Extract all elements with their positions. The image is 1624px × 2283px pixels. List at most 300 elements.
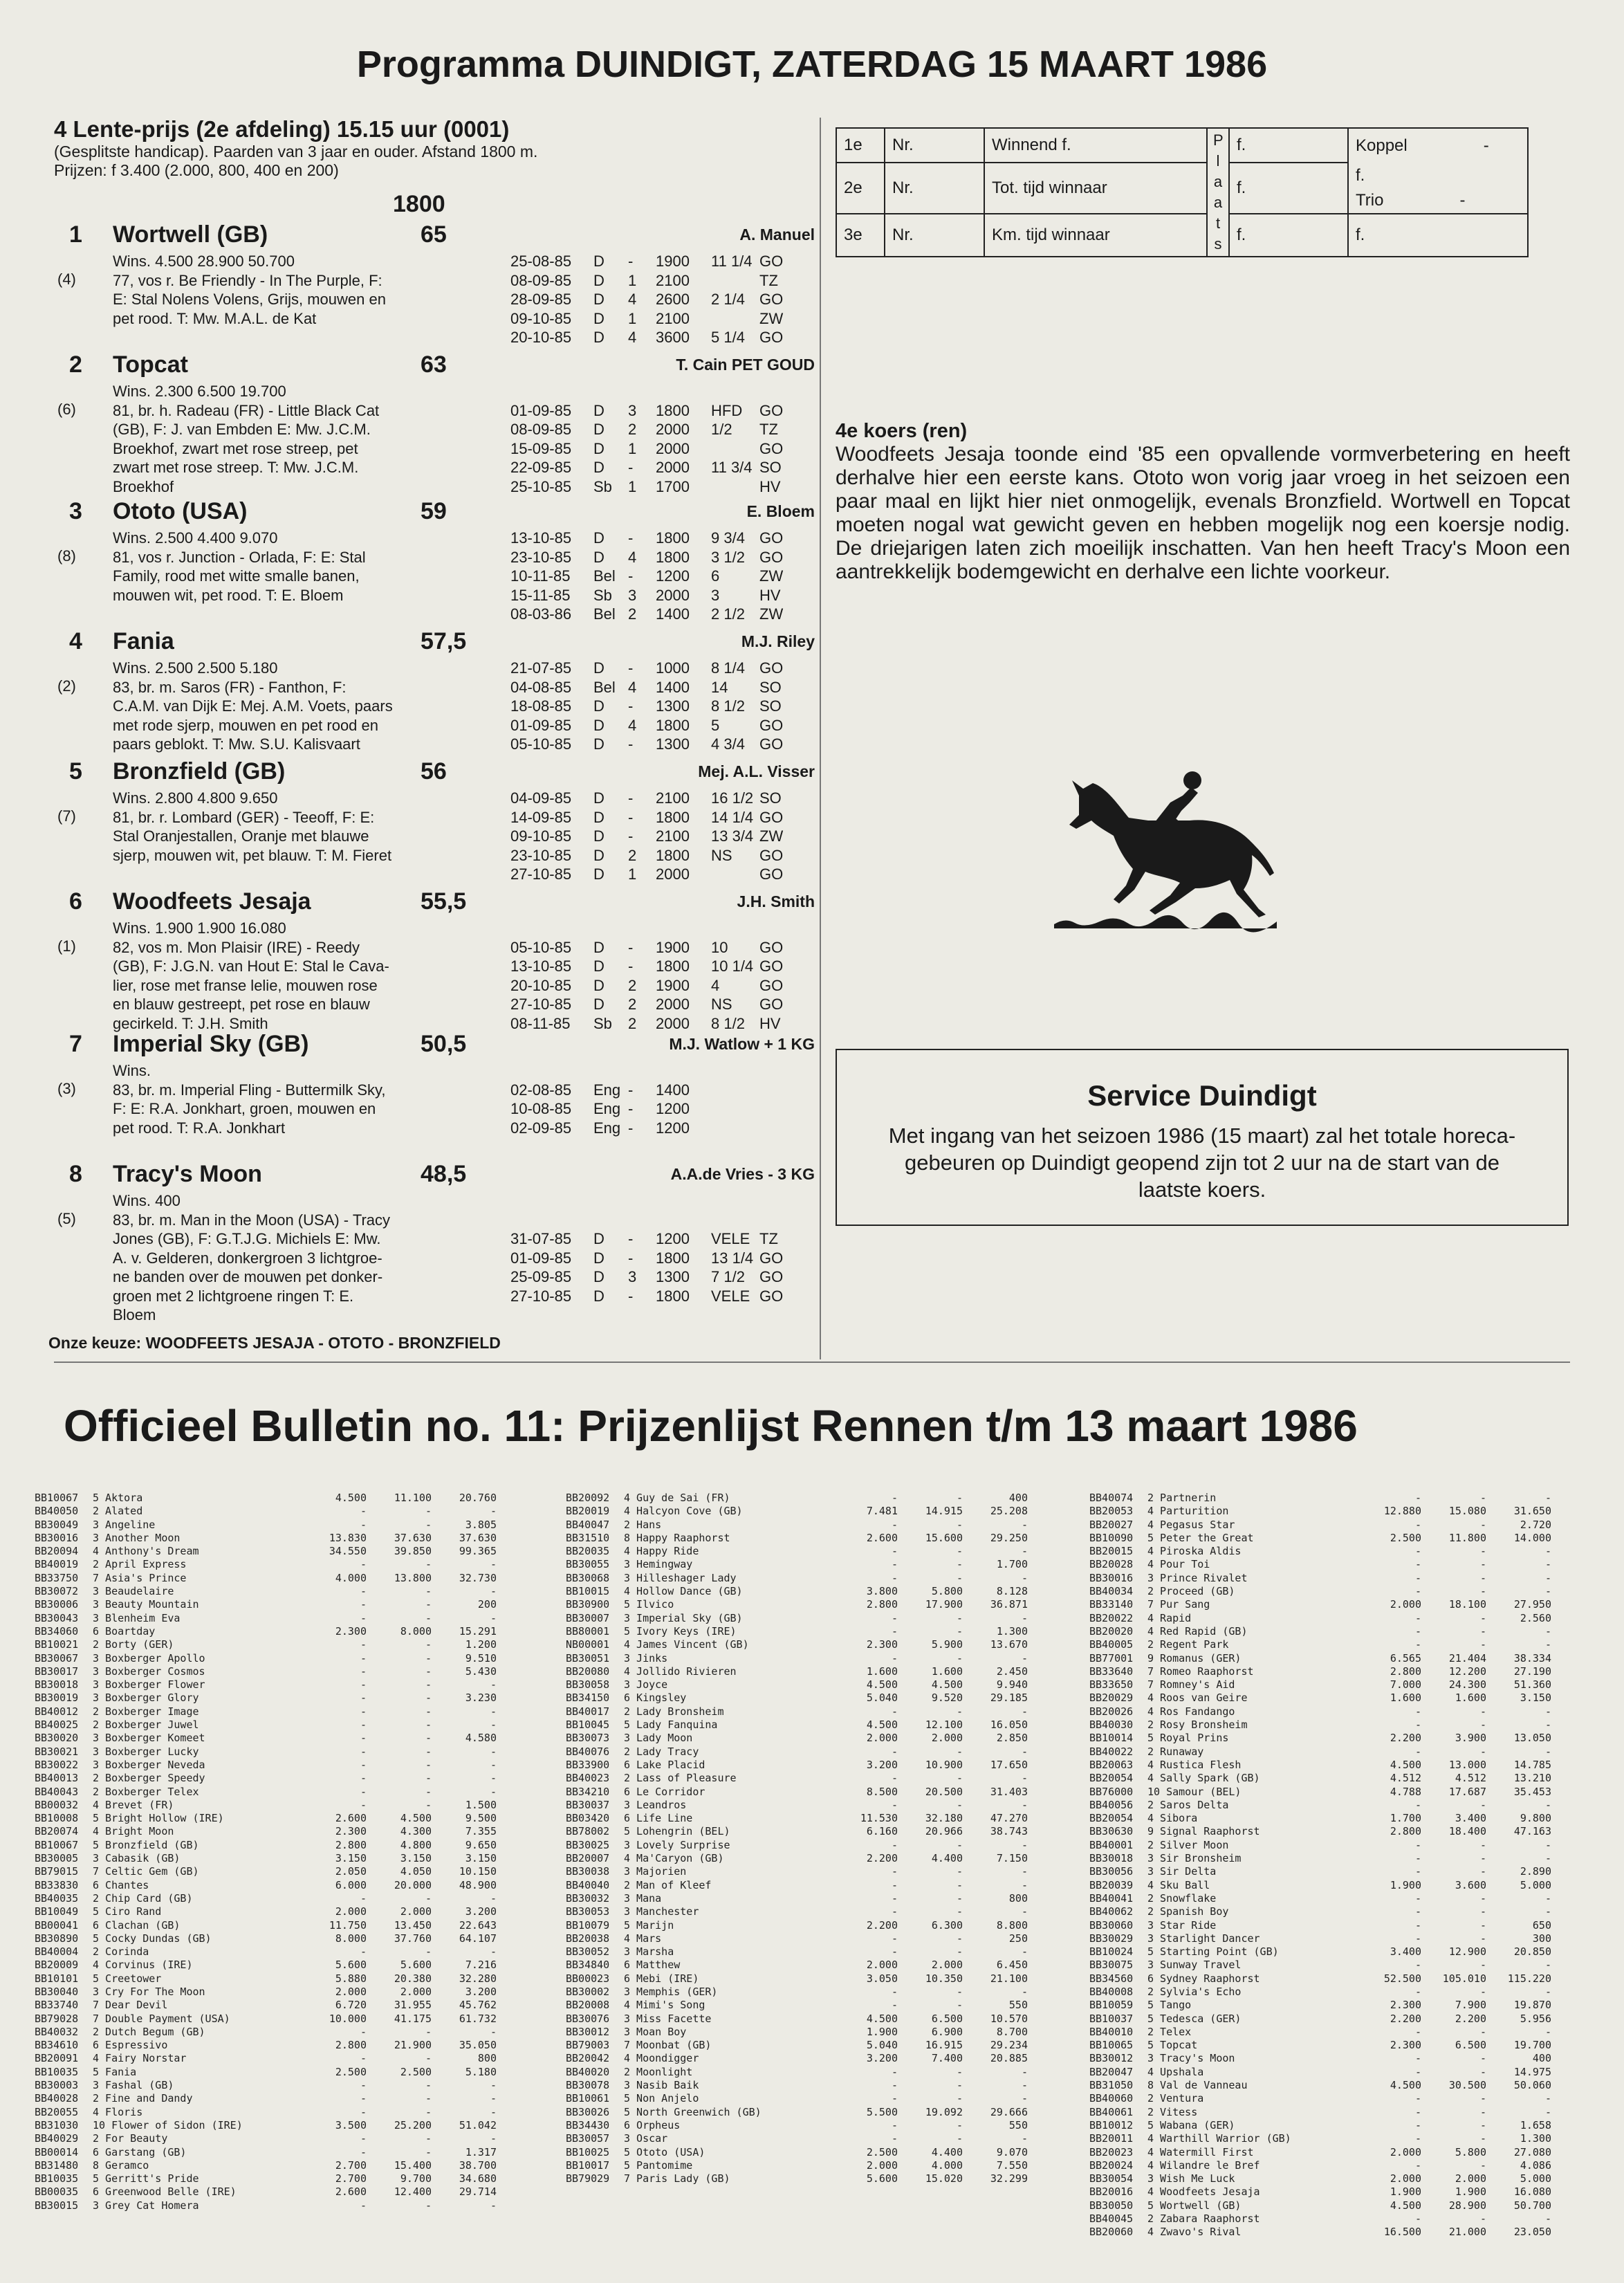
prize-code: BB33900 bbox=[566, 1758, 610, 1771]
prize-value: - bbox=[1414, 2158, 1421, 2172]
prize-horse: 3 Jinks bbox=[624, 1651, 668, 1665]
prize-value: - bbox=[1414, 1985, 1421, 1998]
prize-horse: 3 Marsha bbox=[624, 1945, 674, 1959]
form-cell: TZ bbox=[759, 421, 778, 438]
prize-horse: 4 Warthill Warrior (GB) bbox=[1147, 2132, 1291, 2145]
horse-number: 2 bbox=[69, 351, 82, 378]
prize-value: - bbox=[425, 1772, 432, 1785]
prize-value: 17.650 bbox=[990, 1758, 1028, 1771]
prize-value: 4.500 bbox=[1390, 2199, 1421, 2212]
form-cell: GO bbox=[759, 529, 784, 547]
prize-row bbox=[1089, 1558, 1587, 1571]
prize-horse: 5 Bronzfield (GB) bbox=[93, 1838, 199, 1851]
prize-value: 15.400 bbox=[394, 2158, 432, 2172]
prize-value: 2.000 bbox=[866, 2158, 898, 2172]
form-cell: D bbox=[593, 716, 605, 734]
prize-value: 6.500 bbox=[931, 2012, 963, 2025]
prize-code: BB30054 bbox=[1089, 2172, 1134, 2185]
form-cell: 2 1/2 bbox=[711, 605, 745, 623]
prize-value: - bbox=[1021, 1865, 1028, 1878]
prize-value: 400 bbox=[1008, 1492, 1028, 1504]
prize-value: 4.512 bbox=[1455, 1772, 1486, 1785]
form-cell: GO bbox=[759, 1287, 784, 1305]
form-cell: 2 bbox=[628, 846, 637, 864]
form-cell: D bbox=[593, 291, 605, 308]
prize-value: 2.200 bbox=[866, 1918, 898, 1932]
prize-row bbox=[35, 1532, 533, 1545]
prize-value: 6.300 bbox=[931, 1918, 963, 1932]
prize-code: BB30016 bbox=[35, 1531, 79, 1544]
prize-row bbox=[1089, 2199, 1587, 2212]
prize-value: 7.400 bbox=[931, 2052, 963, 2065]
prize-code: BB34210 bbox=[566, 1785, 610, 1798]
prize-horse: 10 Samour (BEL) bbox=[1147, 1785, 1242, 1798]
prize-value: 3.150 bbox=[335, 1852, 367, 1865]
prize-value: - bbox=[956, 1865, 963, 1878]
prize-value: - bbox=[425, 1798, 432, 1811]
prize-value: - bbox=[1021, 1518, 1028, 1531]
prize-horse: 2 Spanish Boy bbox=[1147, 1905, 1229, 1918]
form-cell: 1800 bbox=[656, 401, 690, 419]
prize-horse: 6 Life Line bbox=[624, 1812, 693, 1825]
prize-row bbox=[1089, 1986, 1587, 1999]
prize-value: 1.317 bbox=[465, 2145, 497, 2158]
form-cell: - bbox=[628, 567, 634, 585]
prize-row bbox=[1089, 1799, 1587, 1812]
form-cell: - bbox=[628, 789, 634, 807]
prize-value: 6.500 bbox=[1455, 2039, 1486, 2052]
prize-code: BB10037 bbox=[1089, 2012, 1134, 2025]
prize-horse: 4 Rapid bbox=[1147, 1611, 1192, 1624]
form-cell: 1800 bbox=[656, 846, 690, 864]
prize-value: 1.658 bbox=[1520, 2118, 1551, 2131]
prize-horse: 2 Sylvia's Echo bbox=[1147, 1985, 1242, 1998]
prize-value: 31.955 bbox=[394, 1999, 432, 2012]
horse-description-line: 81, br. h. Radeau (FR) - Little Black Cat bbox=[113, 401, 380, 419]
prize-value: 17.687 bbox=[1448, 1785, 1486, 1798]
prize-value: - bbox=[425, 1945, 432, 1959]
form-cell: NS bbox=[711, 846, 732, 864]
prize-value: 16.915 bbox=[925, 2039, 963, 2052]
prize-value: - bbox=[1479, 1798, 1486, 1811]
prize-value: - bbox=[956, 1838, 963, 1851]
prize-row bbox=[566, 1558, 1064, 1571]
prize-value: 19.092 bbox=[925, 2105, 963, 2118]
form-cell: 2100 bbox=[656, 271, 690, 289]
prize-value: - bbox=[956, 1558, 963, 1571]
prize-row bbox=[566, 2106, 1064, 2119]
form-row bbox=[510, 290, 815, 309]
form-cell: GO bbox=[759, 938, 784, 956]
prize-row bbox=[1089, 1919, 1587, 1932]
prize-value: 1.600 bbox=[931, 1665, 963, 1678]
tote-nr-1: Nr. bbox=[885, 128, 984, 163]
prize-row bbox=[566, 1718, 1064, 1732]
form-cell: Bel bbox=[593, 567, 616, 585]
prize-code: BB10024 bbox=[1089, 1945, 1134, 1959]
form-cell: 2 bbox=[628, 605, 637, 623]
prize-value: - bbox=[1479, 2118, 1486, 2131]
prize-value: 9.940 bbox=[996, 1678, 1028, 1691]
prize-row bbox=[566, 1505, 1064, 1518]
prize-horse: 2 April Express bbox=[93, 1558, 187, 1571]
prize-value: 13.050 bbox=[1513, 1732, 1551, 1745]
form-cell: D bbox=[593, 1268, 605, 1285]
prize-value: 1.300 bbox=[996, 1624, 1028, 1638]
prize-value: 800 bbox=[477, 2052, 497, 2065]
prize-row bbox=[566, 2172, 1064, 2185]
prize-value: 4.500 bbox=[866, 2012, 898, 2025]
prize-value: - bbox=[360, 2079, 367, 2092]
prize-code: BB30052 bbox=[566, 1945, 610, 1959]
column-divider bbox=[820, 118, 821, 1359]
prize-code: BB30900 bbox=[566, 1598, 610, 1611]
prize-value: 18.400 bbox=[1448, 1825, 1486, 1838]
tote-place-2: 2e bbox=[836, 163, 885, 214]
prize-horse: 4 Floris bbox=[93, 2105, 143, 2118]
prize-value: - bbox=[490, 2199, 497, 2212]
prize-row bbox=[1089, 2066, 1587, 2079]
prize-row bbox=[1089, 1585, 1587, 1598]
prize-value: 300 bbox=[1532, 1932, 1551, 1945]
prize-value: - bbox=[891, 1545, 898, 1558]
prize-horse: 8 Val de Vanneau bbox=[1147, 2079, 1248, 2092]
form-cell: D bbox=[593, 865, 605, 883]
prize-value: 2.300 bbox=[1390, 1999, 1421, 2012]
form-cell: 11 1/4 bbox=[711, 253, 753, 270]
horse-jockey: Mej. A.L. Visser bbox=[698, 762, 815, 780]
prize-horse: 3 Angeline bbox=[93, 1518, 156, 1531]
prize-value: - bbox=[1479, 2158, 1486, 2172]
prize-code: BB20009 bbox=[35, 1959, 79, 1972]
horse-weight: 59 bbox=[421, 498, 447, 524]
form-cell: 4 bbox=[711, 976, 720, 994]
prize-horse: 4 Upshala bbox=[1147, 2065, 1204, 2078]
prize-horse: 3 Lady Moon bbox=[624, 1732, 693, 1745]
prize-code: BB20019 bbox=[566, 1505, 610, 1518]
prize-code: BB34150 bbox=[566, 1691, 610, 1705]
prize-horse: 3 Boxberger Apollo bbox=[93, 1651, 205, 1665]
prize-value: - bbox=[1021, 1745, 1028, 1758]
form-row bbox=[510, 938, 815, 957]
form-row bbox=[510, 529, 815, 548]
prize-code: BB30056 bbox=[1089, 1865, 1134, 1878]
form-cell: 1 bbox=[628, 309, 637, 327]
prize-row bbox=[35, 1612, 533, 1625]
prize-value: 6.000 bbox=[335, 1878, 367, 1891]
prize-value: - bbox=[1414, 1585, 1421, 1598]
prize-row bbox=[1089, 1532, 1587, 1545]
prize-value: - bbox=[360, 1518, 367, 1531]
prize-horse: 6 Boartday bbox=[93, 1624, 156, 1638]
prize-value: - bbox=[891, 1611, 898, 1624]
form-cell: - bbox=[628, 253, 634, 270]
prize-value: - bbox=[490, 1611, 497, 1624]
form-cell: 6 bbox=[711, 567, 720, 585]
prize-code: BB40001 bbox=[1089, 1838, 1134, 1851]
prize-row bbox=[1089, 1505, 1587, 1518]
prize-row bbox=[35, 1772, 533, 1785]
prize-code: BB20054 bbox=[1089, 1772, 1134, 1785]
form-row bbox=[510, 439, 815, 459]
prize-value: - bbox=[1544, 1638, 1551, 1651]
prize-code: BB20027 bbox=[1089, 1518, 1134, 1531]
prize-row bbox=[566, 1932, 1064, 1945]
prize-horse: 4 Corvinus (IRE) bbox=[93, 1959, 193, 1972]
form-cell: D bbox=[593, 996, 605, 1013]
form-cell: D bbox=[593, 976, 605, 994]
horse-weight: 63 bbox=[421, 351, 447, 378]
prize-row bbox=[1089, 1492, 1587, 1505]
prize-value: 9.510 bbox=[465, 1651, 497, 1665]
prize-code: BB00023 bbox=[566, 1972, 610, 1985]
prize-value: 6.720 bbox=[335, 1999, 367, 2012]
tote-place-1: 1e bbox=[836, 128, 885, 163]
form-cell: 11 3/4 bbox=[711, 459, 753, 476]
form-cell: 9 3/4 bbox=[711, 529, 745, 547]
prize-value: 32.280 bbox=[459, 1972, 497, 1985]
horse-name: Topcat bbox=[113, 351, 188, 378]
prize-code: BB40047 bbox=[566, 1518, 610, 1531]
prize-value: 20.380 bbox=[394, 1972, 432, 1985]
prize-horse: 5 Topcat bbox=[1147, 2039, 1198, 2052]
prize-value: 20.760 bbox=[459, 1492, 497, 1504]
prize-value: - bbox=[1021, 2079, 1028, 2092]
prize-value: 2.000 bbox=[335, 1905, 367, 1918]
prize-value: 4.500 bbox=[866, 1718, 898, 1732]
prize-value: - bbox=[425, 2145, 432, 2158]
prize-value: - bbox=[425, 2132, 432, 2145]
horse-description bbox=[113, 919, 500, 1033]
prize-value: 9.700 bbox=[400, 2172, 432, 2185]
form-cell: 08-11-85 bbox=[510, 1014, 571, 1032]
prize-value: 4.800 bbox=[400, 1838, 432, 1851]
tote-km-label: Km. tijd winnaar bbox=[984, 214, 1207, 257]
prize-horse: 3 Boxberger Flower bbox=[93, 1678, 205, 1691]
horse-name: Fania bbox=[113, 628, 174, 654]
prize-code: BB10045 bbox=[566, 1718, 610, 1732]
prize-horse: 5 Aktora bbox=[93, 1492, 143, 1504]
prize-code: BB30078 bbox=[566, 2079, 610, 2092]
prize-value: - bbox=[956, 1932, 963, 1945]
prize-value: 5.600 bbox=[866, 2172, 898, 2185]
prize-column bbox=[1089, 1492, 1587, 2239]
prize-value: 41.175 bbox=[394, 2012, 432, 2025]
form-cell: HV bbox=[759, 586, 781, 604]
prize-value: 2.000 bbox=[1390, 1598, 1421, 1611]
prize-row bbox=[1089, 1839, 1587, 1852]
prize-row bbox=[35, 1732, 533, 1745]
prize-value: 21.000 bbox=[1448, 2226, 1486, 2239]
prize-code: BB30006 bbox=[35, 1598, 79, 1611]
prize-value: 2.200 bbox=[1390, 1732, 1421, 1745]
prize-value: - bbox=[1544, 2025, 1551, 2038]
form-cell: 08-09-85 bbox=[510, 271, 572, 289]
prize-code: BB79028 bbox=[35, 2012, 79, 2025]
race-distance: 1800 bbox=[393, 191, 445, 217]
form-row bbox=[510, 586, 815, 605]
prize-value: 3.150 bbox=[465, 1852, 497, 1865]
prize-value: - bbox=[1479, 1638, 1486, 1651]
prize-code: BB30002 bbox=[566, 1985, 610, 1998]
prize-row bbox=[566, 2079, 1064, 2092]
prize-value: 32.730 bbox=[459, 1571, 497, 1584]
prize-horse: 3 Wish Me Luck bbox=[1147, 2172, 1235, 2185]
prize-row bbox=[566, 1812, 1064, 1825]
prize-row bbox=[35, 1745, 533, 1759]
form-cell: 20-10-85 bbox=[510, 976, 572, 994]
prize-code: BB30076 bbox=[566, 2012, 610, 2025]
prize-value: 2.600 bbox=[335, 1812, 367, 1825]
prize-value: 3.230 bbox=[465, 1691, 497, 1705]
prize-code: BB30055 bbox=[566, 1558, 610, 1571]
prize-horse: 9 Romanus (GER) bbox=[1147, 1651, 1242, 1665]
prize-row bbox=[35, 2066, 533, 2079]
prize-row bbox=[35, 2079, 533, 2092]
horse-post-position: (8) bbox=[57, 547, 76, 565]
prize-code: BB30016 bbox=[1089, 1571, 1134, 1584]
prize-code: BB34610 bbox=[35, 2039, 79, 2052]
form-cell: D bbox=[593, 548, 605, 566]
form-row bbox=[510, 957, 815, 976]
form-row bbox=[510, 548, 815, 567]
prize-value: 2.000 bbox=[1390, 2172, 1421, 2185]
prize-value: - bbox=[891, 2065, 898, 2078]
prize-value: - bbox=[1021, 1705, 1028, 1718]
prize-value: 37.630 bbox=[394, 1531, 432, 1544]
prize-value: - bbox=[425, 1678, 432, 1691]
prize-horse: 5 Ilvico bbox=[624, 1598, 674, 1611]
prize-code: BB40030 bbox=[1089, 1718, 1134, 1732]
prize-horse: 5 Starting Point (GB) bbox=[1147, 1945, 1279, 1959]
prize-value: 3.200 bbox=[866, 1758, 898, 1771]
prize-value: - bbox=[956, 1772, 963, 1785]
form-cell: - bbox=[628, 529, 634, 547]
prize-value: - bbox=[1479, 1558, 1486, 1571]
prize-row bbox=[35, 1999, 533, 2012]
prize-value: - bbox=[956, 1905, 963, 1918]
prize-row bbox=[35, 1545, 533, 1558]
prize-value: 5.600 bbox=[335, 1959, 367, 1972]
prize-value: 5.000 bbox=[1520, 2172, 1551, 2185]
prize-value: 7.481 bbox=[866, 1505, 898, 1518]
prize-value: - bbox=[1479, 1705, 1486, 1718]
prize-value: - bbox=[956, 1798, 963, 1811]
prize-value: 4.000 bbox=[335, 1571, 367, 1584]
prize-row bbox=[35, 2092, 533, 2105]
horse-description bbox=[113, 789, 500, 865]
prize-value: 6.565 bbox=[1390, 1651, 1421, 1665]
prize-value: - bbox=[1479, 2132, 1486, 2145]
our-choice: Onze keuze: WOODFEETS JESAJA - OTOTO - BRONZFIELD bbox=[48, 1334, 501, 1352]
form-cell: 22-09-85 bbox=[510, 459, 572, 476]
prize-code: BB40043 bbox=[35, 1785, 79, 1798]
prize-code: BB33750 bbox=[35, 1571, 79, 1584]
prize-row bbox=[566, 1598, 1064, 1611]
prize-value: 47.270 bbox=[990, 1812, 1028, 1825]
form-cell: ZW bbox=[759, 309, 784, 327]
prize-row bbox=[566, 1572, 1064, 1585]
prize-value: 32.299 bbox=[990, 2172, 1028, 2185]
prize-value: - bbox=[891, 2132, 898, 2145]
horse-description-line: F: E: R.A. Jonkhart, groen, mouwen en bbox=[113, 1100, 376, 1117]
prize-row bbox=[566, 2119, 1064, 2132]
prize-code: BB10008 bbox=[35, 1812, 79, 1825]
tote-time-label: Tot. tijd winnaar bbox=[984, 163, 1207, 214]
form-row bbox=[510, 1229, 815, 1249]
prize-value: 3.200 bbox=[465, 1905, 497, 1918]
horse-weight: 55,5 bbox=[421, 888, 467, 915]
prize-value: 99.365 bbox=[459, 1545, 497, 1558]
service-title: Service Duindigt bbox=[1087, 1079, 1317, 1112]
horse-description-line: lier, rose met franse lelie, mouwen rose bbox=[113, 976, 378, 994]
form-cell: 2000 bbox=[656, 996, 690, 1013]
horse-description bbox=[113, 659, 500, 754]
prize-code: BB33830 bbox=[35, 1878, 79, 1891]
prize-row bbox=[566, 1585, 1064, 1598]
prize-row bbox=[566, 1545, 1064, 1558]
form-cell: 2600 bbox=[656, 291, 690, 308]
prize-row bbox=[35, 1786, 533, 1799]
form-cell: D bbox=[593, 459, 605, 476]
prize-row bbox=[566, 1759, 1064, 1772]
prize-horse: 2 Zabara Raaphorst bbox=[1147, 2212, 1260, 2226]
prize-code: BB30018 bbox=[35, 1678, 79, 1691]
prize-code: BB10015 bbox=[566, 1585, 610, 1598]
prize-row bbox=[1089, 1759, 1587, 1772]
prize-row bbox=[35, 1852, 533, 1865]
prize-horse: 4 Halcyon Cove (GB) bbox=[624, 1505, 743, 1518]
form-row bbox=[510, 1267, 815, 1287]
horse-number: 4 bbox=[69, 628, 82, 654]
prize-value: 2.890 bbox=[1520, 1865, 1551, 1878]
prize-value: 2.600 bbox=[866, 1531, 898, 1544]
prize-horse: 3 Boxberger Cosmos bbox=[93, 1665, 205, 1678]
prize-value: 11.750 bbox=[329, 1918, 367, 1932]
prize-value: - bbox=[891, 1558, 898, 1571]
prize-value: - bbox=[1544, 1718, 1551, 1732]
prize-value: 8.128 bbox=[996, 1585, 1028, 1598]
prize-horse: 3 Nasib Baik bbox=[624, 2079, 699, 2092]
form-cell: 1900 bbox=[656, 938, 690, 956]
form-cell: Eng bbox=[593, 1119, 621, 1137]
prize-value: - bbox=[1479, 2052, 1486, 2065]
horse-jockey: A. Manuel bbox=[739, 226, 815, 244]
prize-row bbox=[566, 1772, 1064, 1785]
prize-horse: 3 Beaudelaire bbox=[93, 1585, 174, 1598]
form-cell: 1 bbox=[628, 439, 637, 457]
prize-horse: 7 Double Payment (USA) bbox=[93, 2012, 230, 2025]
prize-horse: 2 Corinda bbox=[93, 1945, 149, 1959]
prize-code: BB30073 bbox=[566, 1732, 610, 1745]
form-cell: GO bbox=[759, 329, 784, 346]
prize-horse: 7 Asia's Prince bbox=[93, 1571, 187, 1584]
form-cell: 1900 bbox=[656, 253, 690, 270]
horse-number: 3 bbox=[69, 498, 82, 524]
prize-row bbox=[566, 1905, 1064, 1918]
prize-row bbox=[1089, 1745, 1587, 1759]
prize-value: 16.050 bbox=[990, 1718, 1028, 1732]
prize-value: - bbox=[425, 1611, 432, 1624]
prize-horse: 4 Piroska Aldis bbox=[1147, 1545, 1242, 1558]
prize-horse: 6 Le Corridor bbox=[624, 1785, 705, 1798]
prize-row bbox=[566, 1972, 1064, 1986]
prize-horse: 3 Boxberger Lucky bbox=[93, 1745, 199, 1758]
prize-value: 115.220 bbox=[1507, 1972, 1551, 1985]
prize-value: - bbox=[1414, 1891, 1421, 1905]
prize-value: - bbox=[1479, 2105, 1486, 2118]
horse-jockey: M.J. Riley bbox=[741, 632, 815, 650]
